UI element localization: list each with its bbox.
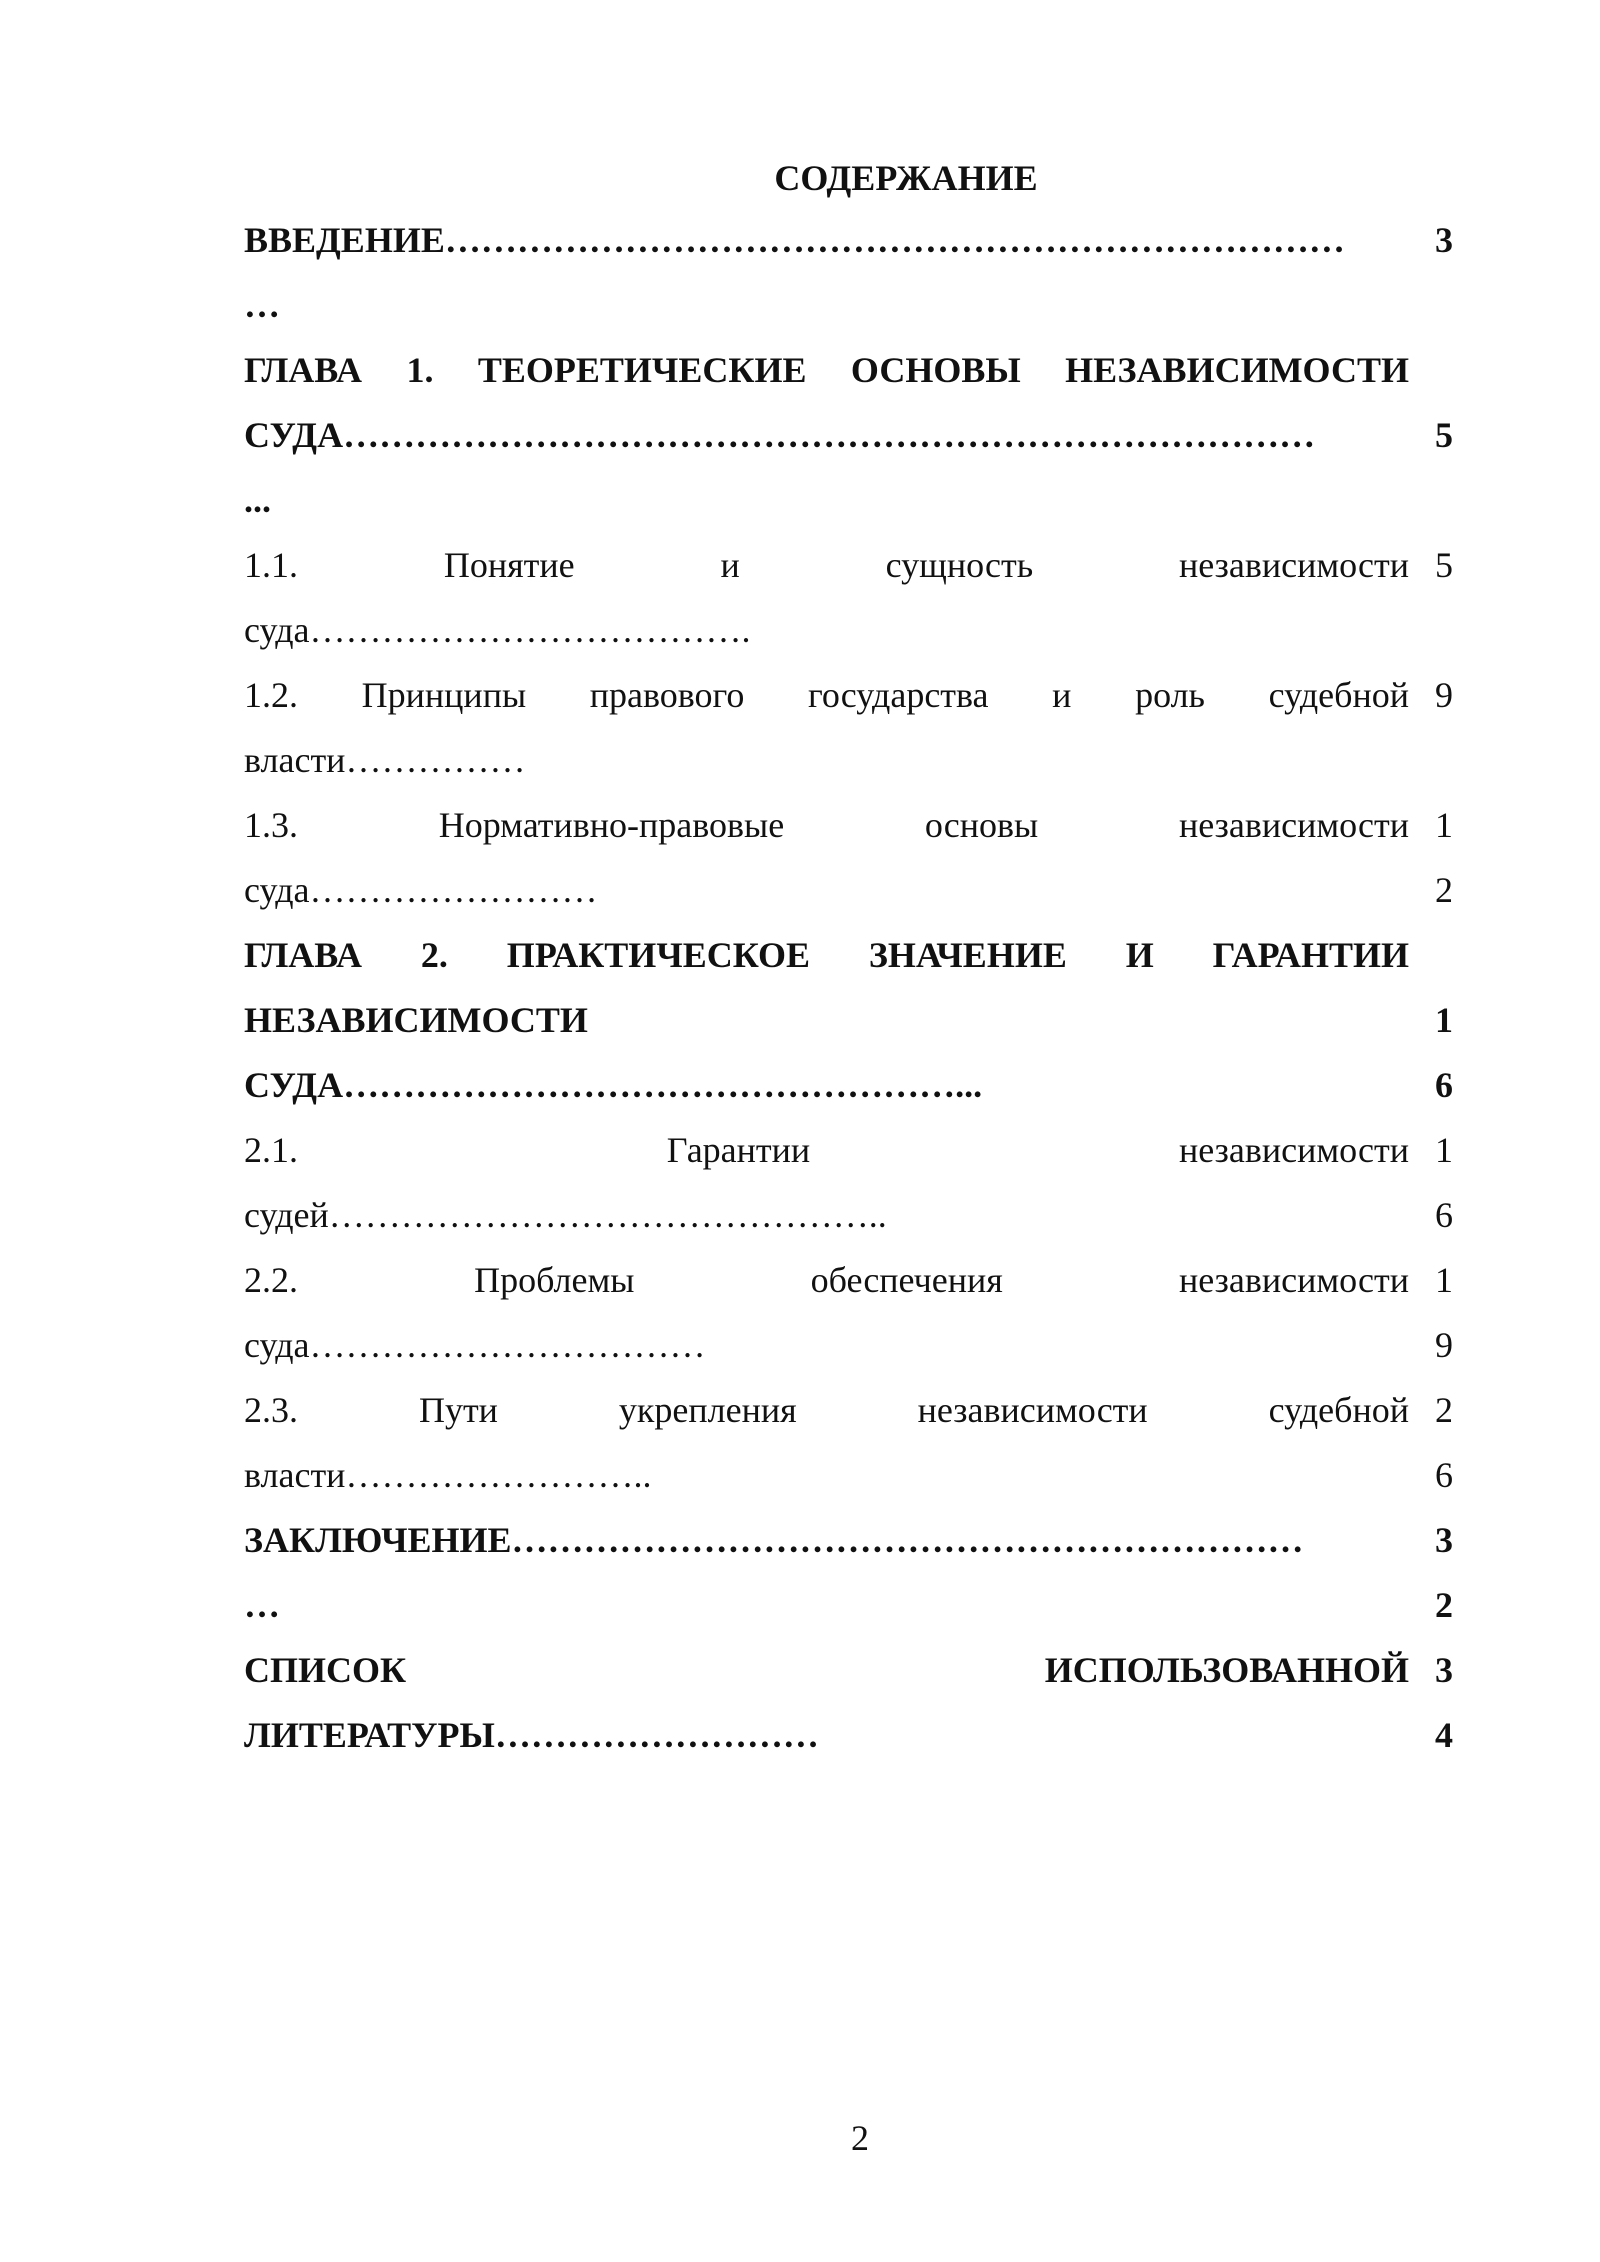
toc-line-text: НЕЗАВИСИМОСТИ: [244, 1000, 588, 1040]
toc-line: [244, 1313, 1464, 1378]
toc-line: [244, 468, 1464, 533]
toc-line: [244, 793, 1464, 858]
toc-line: [244, 273, 1464, 338]
toc-line: [244, 1053, 1464, 1118]
toc-line-text: суда……………………………: [244, 1325, 706, 1365]
toc-line: [244, 923, 1464, 988]
toc-line-text: ...: [244, 480, 271, 520]
toc-page-number: 5: [1435, 545, 1453, 585]
toc-line: [244, 1703, 1464, 1768]
toc-entry-section-2-1: [244, 1118, 1464, 1248]
toc-line-text: …: [244, 1585, 280, 1625]
toc-line-text: …: [244, 285, 280, 325]
toc-line-text: СУДА………………………………………………………………………: [244, 415, 1316, 455]
toc-line: [244, 208, 1464, 273]
toc-line-text: 1.2. Принципы правового государства и роль судебной: [244, 675, 1409, 715]
toc-page-number: 6: [1435, 1455, 1453, 1495]
toc-line-text: судей………………………………………..: [244, 1195, 887, 1235]
toc-line: [244, 1638, 1464, 1703]
toc-line: [244, 533, 1464, 598]
toc-line-text: 2.2. Проблемы обеспечения независимости: [244, 1260, 1409, 1300]
toc-line-text: суда……………………: [244, 870, 598, 910]
toc-entry-section-1-1: [244, 533, 1464, 663]
toc-page-number: 6: [1435, 1195, 1453, 1235]
toc-entry-section-1-3: [244, 793, 1464, 923]
toc-page-number: 3: [1435, 1520, 1453, 1560]
toc-page-number: 2: [1435, 1585, 1453, 1625]
toc-line-text: 2.3. Пути укрепления независимости судебной: [244, 1390, 1409, 1430]
toc-entry-section-1-2: [244, 663, 1464, 793]
toc-page-number: 1: [1435, 1000, 1453, 1040]
toc-line: [244, 403, 1464, 468]
page-number: 2: [851, 2118, 869, 2158]
toc-line-text: СПИСОК ИСПОЛЬЗОВАННОЙ: [244, 1650, 1409, 1690]
toc-line: [244, 1118, 1464, 1183]
toc-entry-section-2-2: [244, 1248, 1464, 1378]
toc-line-text: суда……………………………….: [244, 610, 751, 650]
toc-line-text: ГЛАВА 1. ТЕОРЕТИЧЕСКИЕ ОСНОВЫ НЕЗАВИСИМОСТИ: [244, 350, 1409, 390]
toc-page-number: 5: [1435, 415, 1453, 455]
toc-line: [244, 1378, 1464, 1443]
toc-entry-introduction: [244, 208, 1464, 338]
toc-page-number: 4: [1435, 1715, 1453, 1755]
toc-line: [244, 1183, 1464, 1248]
toc-line: [244, 1443, 1464, 1508]
toc-line-text: СУДА……………………………………………...: [244, 1065, 983, 1105]
toc-line-text: власти……………: [244, 740, 526, 780]
toc-entry-conclusion: [244, 1508, 1464, 1638]
toc-page-number: 9: [1435, 675, 1453, 715]
toc-page-number: 1: [1435, 805, 1453, 845]
toc-line: [244, 663, 1464, 728]
toc-page-number: 2: [1435, 870, 1453, 910]
toc-page-number: 2: [1435, 1390, 1453, 1430]
table-of-contents: [244, 208, 1464, 1768]
toc-line-text: 1.1. Понятие и сущность независимости: [244, 545, 1409, 585]
toc-line: [244, 598, 1464, 663]
toc-line: [244, 338, 1464, 403]
toc-page-number: 9: [1435, 1325, 1453, 1365]
toc-entry-section-2-3: [244, 1378, 1464, 1508]
toc-line-text: 1.3. Нормативно-правовые основы независимости: [244, 805, 1409, 845]
toc-entry-chapter-1: [244, 338, 1464, 533]
toc-page-number: 1: [1435, 1130, 1453, 1170]
toc-line-text: ВВЕДЕНИЕ…………………………………………………………………: [244, 220, 1345, 260]
toc-line: [244, 858, 1464, 923]
toc-line: [244, 1573, 1464, 1638]
toc-entry-bibliography: [244, 1638, 1464, 1768]
toc-line: [244, 1508, 1464, 1573]
toc-line-text: 2.1. Гарантии независимости: [244, 1130, 1409, 1170]
toc-line: [244, 988, 1464, 1053]
toc-title: СОДЕРЖАНИЕ: [774, 158, 1038, 198]
toc-page-number: 3: [1435, 220, 1453, 260]
toc-line: [244, 1248, 1464, 1313]
toc-page-number: 3: [1435, 1650, 1453, 1690]
toc-line-text: ЗАКЛЮЧЕНИЕ…………………………………………………………: [244, 1520, 1304, 1560]
toc-line-text: ЛИТЕРАТУРЫ………………………: [244, 1715, 819, 1755]
toc-line-text: власти……………………..: [244, 1455, 652, 1495]
toc-entry-chapter-2: [244, 923, 1464, 1118]
toc-page-number: 1: [1435, 1260, 1453, 1300]
toc-line: [244, 728, 1464, 793]
toc-line-text: ГЛАВА 2. ПРАКТИЧЕСКОЕ ЗНАЧЕНИЕ И ГАРАНТИИ: [244, 935, 1409, 975]
toc-page-number: 6: [1435, 1065, 1453, 1105]
